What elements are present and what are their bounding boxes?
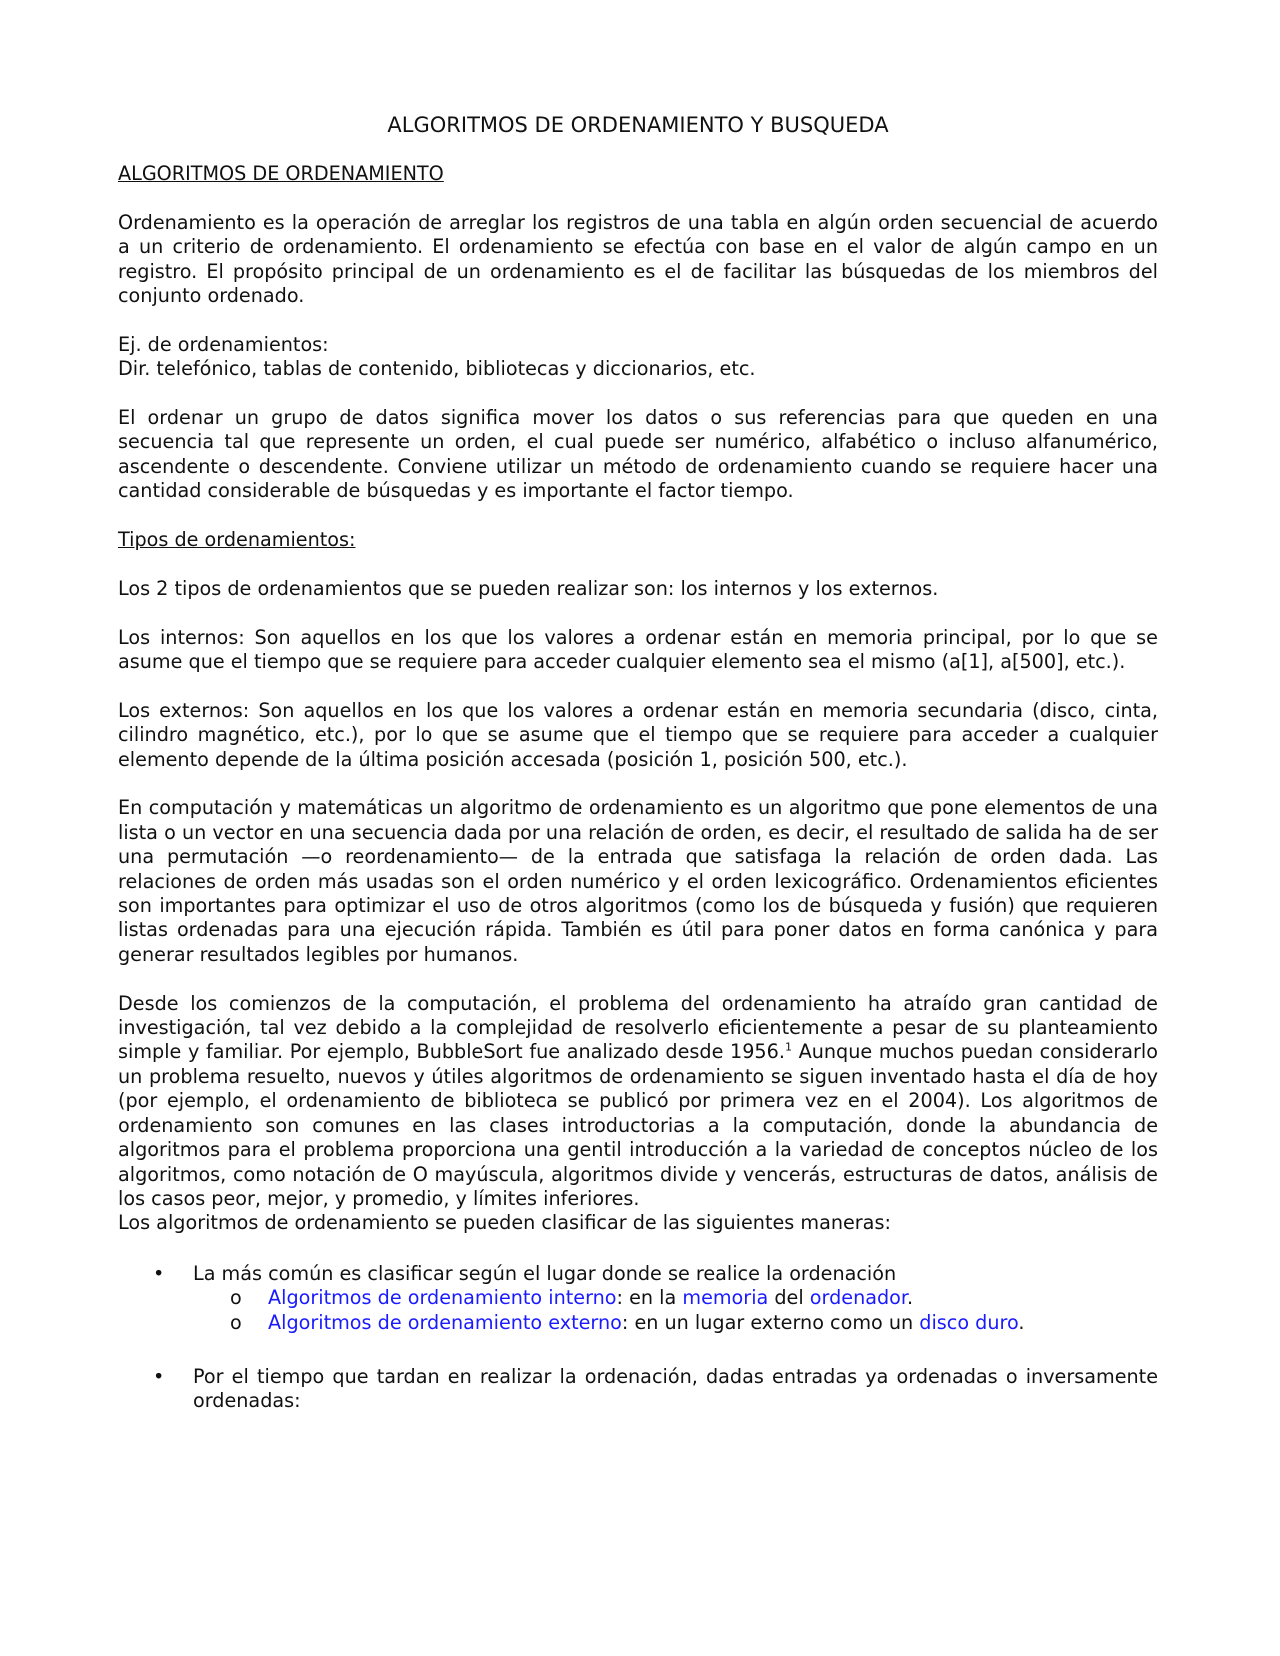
examples-label: Ej. de ordenamientos:: [118, 332, 329, 356]
footnote-reference[interactable]: 1: [784, 1041, 792, 1055]
sub-bullet-icon: o: [230, 1286, 242, 1310]
document-page: [118, 112, 1158, 1444]
sub-list: [193, 1286, 1158, 1335]
paragraph-tipos: Los 2 tipos de ordenamientos que se pueden realizar son: los internos y los externos.: [118, 576, 939, 600]
tipos-heading: Tipos de ordenamientos:: [118, 528, 356, 552]
list-item-text: Por el tiempo que tardan en realizar la ordenación, dadas entradas ya ordenadas o inversamente ordenadas:: [193, 1364, 1158, 1413]
paragraph-ordenar-datos: El ordenar un grupo de datos significa mover los datos o sus referencias para que queden en una secuencia tal que represente un orden, el cual puede ser numérico, alfabético o incluso alfanumérico, ascendente o descendente. Conviene utilizar un método de ordenamiento cuando se requiere hacer una cantidad considerable de búsquedas y es importante el factor tiempo.: [118, 406, 1158, 503]
sub-bullet-icon: o: [230, 1310, 242, 1334]
historia-text-b: Aunque muchos puedan considerarlo un problema resuelto, nuevos y útiles algoritmos de ordenamiento se siguen inventado hasta el día de hoy (por ejemplo, el ordenamiento de biblioteca se publicó por primera vez en el 2004). Los algoritmos de ordenamiento son comunes en las clases introductorias a la computación, donde la abundancia de algoritmos para el problema proporciona una gentil introducción a la variedad de conceptos núcleo de los algoritmos, como notación de O mayúscula, algoritmos divide y vencerás, estructuras de datos, análisis de los casos peor, mejor, y promedio, y límites inferiores.: [118, 1040, 1158, 1210]
sub-item-text: : en un lugar externo como un: [621, 1310, 920, 1334]
section-heading: ALGORITMOS DE ORDENAMIENTO: [118, 162, 444, 185]
paragraph-ordenamiento-definicion: Ordenamiento es la operación de arreglar los registros de una tabla en algún orden secuencial de acuerdo a un criterio de ordenamiento. El ordenamiento se efectúa con base en el valor de algún campo en un registro. El propósito principal de un ordenamiento es el de facilitar las búsquedas de los miembros del conjunto ordenado.: [118, 210, 1158, 308]
examples-list: Dir. telefónico, tablas de contenido, bibliotecas y diccionarios, etc.: [118, 357, 756, 381]
list-item-text: La más común es clasificar según el lugar donde se realice la ordenación: [193, 1261, 897, 1285]
list-item: [153, 1364, 1158, 1414]
paragraph-clasificacion: Los algoritmos de ordenamiento se pueden clasificar de las siguientes maneras:: [118, 1211, 891, 1235]
sub-item-text: .: [907, 1286, 914, 1310]
link-memoria[interactable]: memoria: [682, 1286, 769, 1310]
paragraph-computacion: En computación y matemáticas un algoritmo de ordenamiento es un algoritmo que pone elementos de una lista o un vector en una secuencia dada por una relación de orden, es decir, el resultado de salida ha de ser una permutación —o reordenamiento— de la entrada que satisfaga la relación de orden dada. Las relaciones de orden más usadas son el orden numérico y el orden lexicográfico. Ordenamientos eficientes son importantes para optimizar el uso de otros algoritmos (como los de búsqueda y fusión) que requieren listas ordenadas para una ejecución rápida. También es útil para poner datos en forma canónica y para generar resultados legibles por humanos.: [118, 796, 1158, 966]
sub-item-text: : en la: [616, 1286, 683, 1310]
link-ordenamiento-externo[interactable]: Algoritmos de ordenamiento externo: [268, 1310, 622, 1334]
paragraph-internos: Los internos: Son aquellos en los que los valores a ordenar están en memoria principal, por lo que se asume que el tiempo que se requiere para acceder cualquier elemento sea el mismo (a[1], a[500], etc.).: [118, 625, 1158, 674]
page-title: ALGORITMOS DE ORDENAMIENTO Y BUSQUEDA: [387, 113, 889, 137]
link-disco-duro[interactable]: disco duro: [919, 1310, 1019, 1334]
paragraph-externos: Los externos: Son aquellos en los que los valores a ordenar están en memoria secundaria (disco, cinta, cilindro magnético, etc.), por lo que se asume que el tiempo que se requiere para acceder a cualquier elemento depende de la última posición accesada (posición 1, posición 500, etc.).: [118, 698, 1158, 771]
sub-item-text: .: [1018, 1310, 1025, 1334]
sub-list-item: [230, 1310, 1158, 1335]
classification-list: [118, 1262, 1158, 1414]
list-item: [153, 1261, 1158, 1335]
sub-list-item: [230, 1286, 1158, 1310]
bullet-icon: •: [153, 1261, 165, 1285]
bullet-icon: •: [153, 1364, 165, 1388]
link-ordenador[interactable]: ordenador: [809, 1286, 908, 1310]
historia-text-a: Desde los comienzos de la computación, el problema del ordenamiento ha atraído gran cantidad de investigación, tal vez debido a la complejidad de resolverlo eficientemente a pesar de su planteamiento simple y familiar. Por ejemplo, BubbleSort fue analizado desde 1956.: [118, 991, 1158, 1064]
sub-item-text: del: [768, 1286, 810, 1310]
link-ordenamiento-interno[interactable]: Algoritmos de ordenamiento interno: [268, 1286, 617, 1310]
paragraph-historia: [118, 992, 1158, 1212]
